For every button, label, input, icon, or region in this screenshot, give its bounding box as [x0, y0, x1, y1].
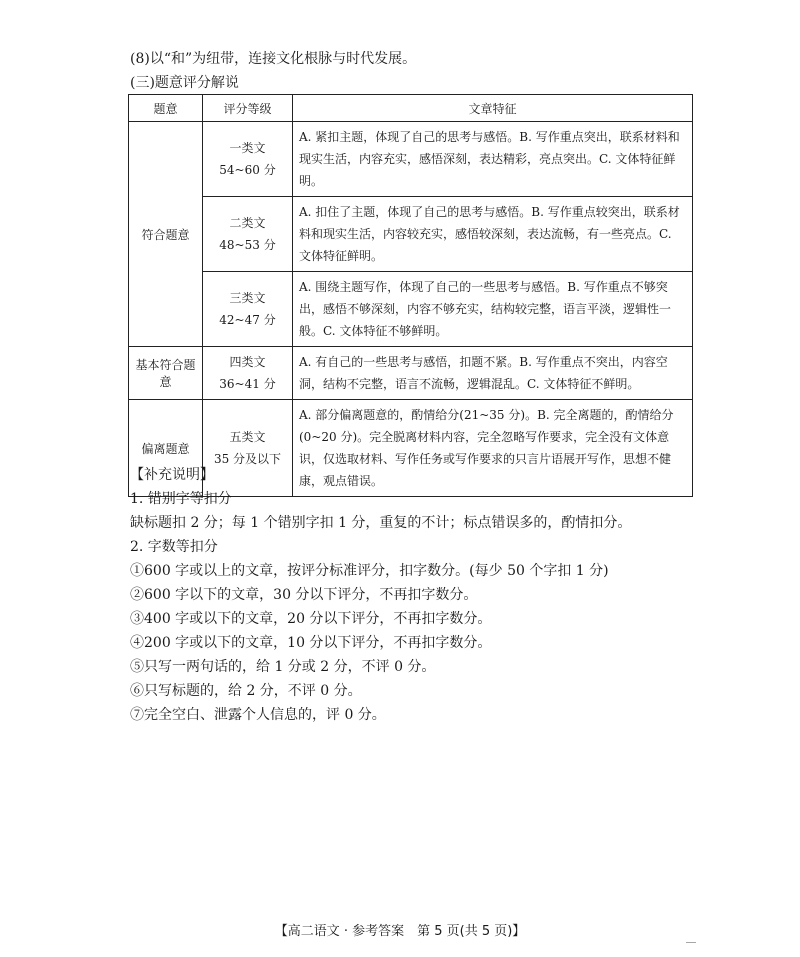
grade-name: 一类文 — [229, 141, 266, 155]
grade-name: 二类文 — [229, 216, 266, 230]
grade-range: 36~41 分 — [219, 377, 276, 391]
header-grade: 评分等级 — [203, 95, 293, 122]
rule-4: ④200 字或以下的文章，10 分以下评分，不再扣字数分。 — [130, 635, 492, 651]
features-cell: A. 有自己的一些思考与感悟，扣题不紧。B. 写作重点不突出，内容空洞，结构不完整，语言不流畅，逻辑混乱。C. 文体特征不鲜明。 — [293, 347, 693, 400]
grade-cell — [203, 400, 293, 497]
rule-3: ③400 字或以下的文章，20 分以下评分，不再扣字数分。 — [130, 611, 492, 627]
grade-cell — [203, 122, 293, 197]
grade-range: 48~53 分 — [219, 238, 276, 252]
grade-cell — [203, 347, 293, 400]
grade-name: 五类文 — [229, 430, 266, 444]
grade-name: 三类文 — [229, 291, 266, 305]
header-features: 文章特征 — [293, 95, 693, 122]
supplement-title: 【补充说明】 — [130, 467, 214, 483]
table-row — [129, 122, 693, 197]
item-1-title: 1. 错别字等扣分 — [130, 491, 232, 507]
corner-mark: ＿ — [686, 934, 696, 945]
point-8: (8)以“和”为纽带，连接文化根脉与时代发展。 — [130, 51, 417, 67]
topic-deviate-cell: 偏离题意 — [129, 400, 203, 497]
rule-7: ⑦完全空白、泄露个人信息的，评 0 分。 — [130, 707, 386, 723]
grade-name: 四类文 — [229, 355, 266, 369]
features-cell: A. 紧扣主题，体现了自己的思考与感悟。B. 写作重点突出，联系材料和现实生活，内容充实，感悟深刻，表达精彩，亮点突出。C. 文体特征鲜明。 — [293, 122, 693, 197]
topic-basic-cell: 基本符合题意 — [129, 347, 203, 400]
rule-6: ⑥只写标题的，给 2 分，不评 0 分。 — [130, 683, 362, 699]
scoring-table — [128, 94, 693, 497]
grade-range: 54~60 分 — [219, 163, 276, 177]
item-2-title: 2. 字数等扣分 — [130, 539, 218, 555]
table-row — [129, 197, 693, 272]
item-1-text: 缺标题扣 2 分；每 1 个错别字扣 1 分，重复的不计；标点错误多的，酌情扣分。 — [130, 515, 632, 531]
rule-5: ⑤只写一两句话的，给 1 分或 2 分，不评 0 分。 — [130, 659, 436, 675]
section-title: (三)题意评分解说 — [130, 75, 239, 91]
page-footer: 【高二语文 · 参考答案 第 5 页(共 5 页)】 — [274, 924, 526, 939]
table-header-row — [129, 95, 693, 122]
topic-match-cell: 符合题意 — [129, 122, 203, 347]
rule-2: ②600 字以下的文章，30 分以下评分，不再扣字数分。 — [130, 587, 478, 603]
features-cell: A. 扣住了主题，体现了自己的思考与感悟。B. 写作重点较突出，联系材料和现实生活，内容较充实，感悟较深刻，表达流畅，有一些亮点。C. 文体特征鲜明。 — [293, 197, 693, 272]
features-cell: A. 部分偏离题意的，酌情给分(21~35 分)。B. 完全离题的，酌情给分(0~20 分)。完全脱离材料内容，完全忽略写作要求，完全没有文体意识，仅选取材料、写作任务或写作要求的只言片语展开写作，思想不健康，观点错误。 — [293, 400, 693, 497]
table-row — [129, 347, 693, 400]
features-cell: A. 围绕主题写作，体现了自己的一些思考与感悟。B. 写作重点不够突出，感悟不够深刻，内容不够充实，结构较完整，语言平淡，逻辑性一般。C. 文体特征不够鲜明。 — [293, 272, 693, 347]
table-row — [129, 272, 693, 347]
grade-cell — [203, 272, 293, 347]
grade-range: 42~47 分 — [219, 313, 276, 327]
rule-1: ①600 字或以上的文章，按评分标准评分，扣字数分。(每少 50 个字扣 1 分) — [130, 563, 609, 579]
grade-range: 35 分及以下 — [213, 452, 282, 466]
header-topic: 题意 — [129, 95, 203, 122]
grade-cell — [203, 197, 293, 272]
